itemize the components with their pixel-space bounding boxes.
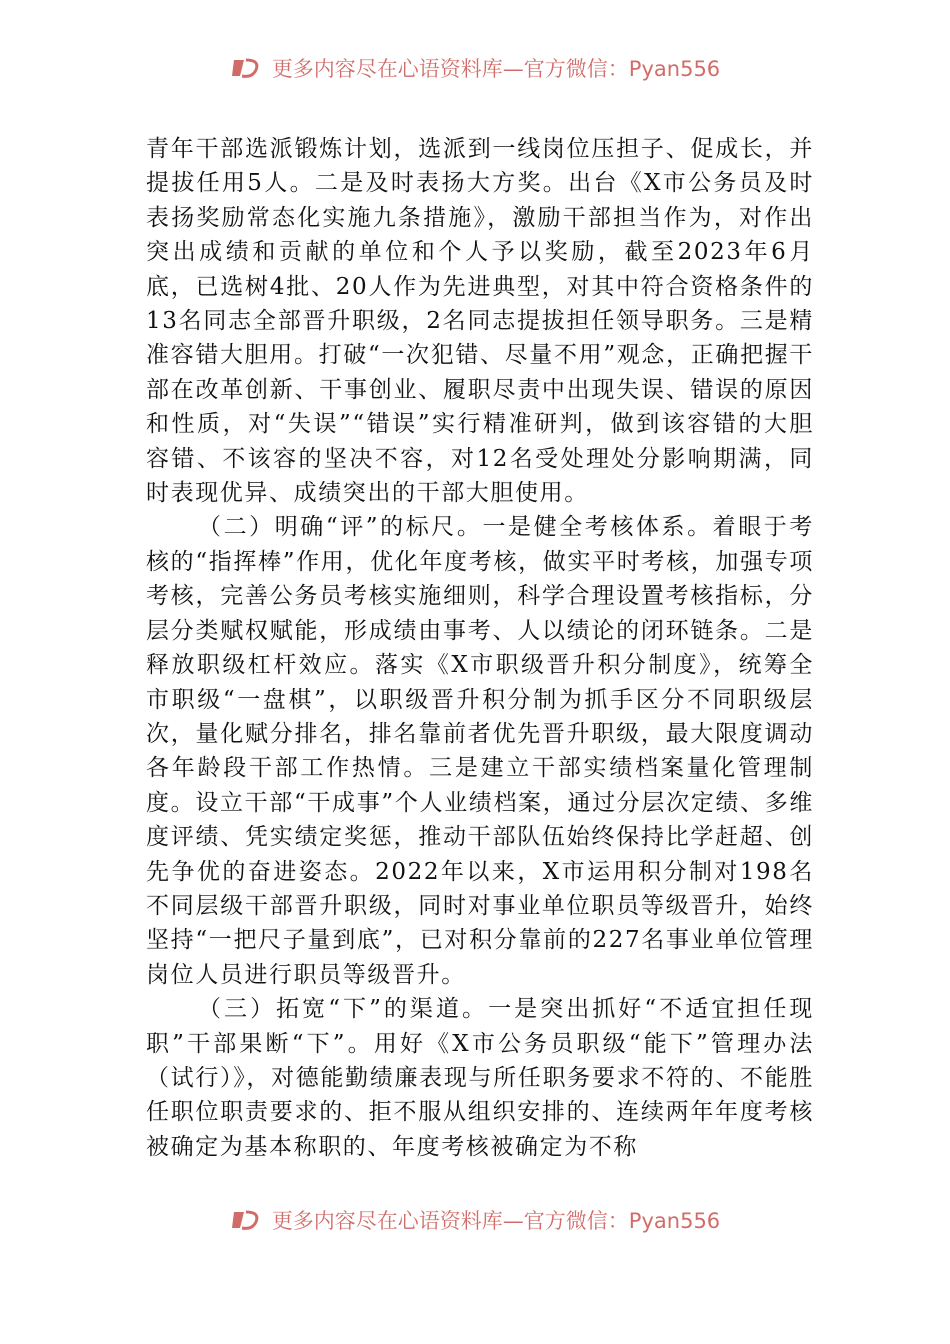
- watermark-text: 更多内容尽在心语资料库—官方微信：Pyan556: [271, 1209, 721, 1233]
- paragraph-section-three: （三）拓宽“下”的渠道。一是突出抓好“不适宜担任现职”干部果断“下”。用好《X市公务员职级“能下”管理办法（试行）》，对德能勤绩廉表现与所任职务要求不符的、不能胜任职位职责要求的、拒不服从组织安排的、连续两年年度考核被确定为基本称职的、年度考核被确定为不称: [146, 996, 814, 1160]
- paragraph-continuation: 青年干部选派锻炼计划，选派到一线岗位压担子、促成长，并提拔任用5人。二是及时表扬大方奖。出台《X市公务员及时表扬奖励常态化实施九条措施》，激励干部担当作为，对作出突出成绩和贡献的单位和个人予以奖励，截至2023年6月底，已选树4批、20人作为先进典型，对其中符合资格条件的13名同志全部晋升职级，2名同志提拔担任领导职务。三是精准容错大胆用。打破“一次犯错、尽量不用”观念，正确把握干部在改革创新、干事创业、履职尽责中出现失误、错误的原因和性质，对“失误”“错误”实行精准研判，做到该容错的大胆容错、不该容的坚决不容，对12名受处理处分影响期满，同时表现优异、成绩突出的干部大胆使用。: [146, 136, 814, 507]
- watermark-header: [0, 48, 950, 88]
- logo-icon: [230, 56, 264, 80]
- watermark-text: 更多内容尽在心语资料库—官方微信：Pyan556: [271, 57, 721, 81]
- paragraph-section-two: （二）明确“评”的标尺。一是健全考核体系。着眼于考核的“指挥棒”作用，优化年度考核，做实平时考核，加强专项考核，完善公务员考核实施细则，科学合理设置考核指标，分层分类赋权赋能，形成绩由事考、人以绩论的闭环链条。二是释放职级杠杆效应。落实《X市职级晋升积分制度》，统筹全市职级“一盘棋”，以职级晋升积分制为抓手区分不同职级层次，量化赋分排名，排名靠前者优先晋升职级，最大限度调动各年龄段干部工作热情。三是建立干部实绩档案量化管理制度。设立干部“干成事”个人业绩档案，通过分层次定绩、多维度评绩、凭实绩定奖惩，推动干部队伍始终保持比学赶超、创先争优的奋进姿态。2022年以来，X市运用积分制对198名不同层级干部晋升职级，同时对事业单位职员等级晋升，始终坚持“一把尺子量到底”，已对积分靠前的227名事业单位管理岗位人员进行职员等级晋升。: [146, 514, 814, 988]
- logo-icon: [230, 1208, 264, 1232]
- document-body: [146, 132, 814, 1164]
- watermark-footer: [0, 1200, 950, 1240]
